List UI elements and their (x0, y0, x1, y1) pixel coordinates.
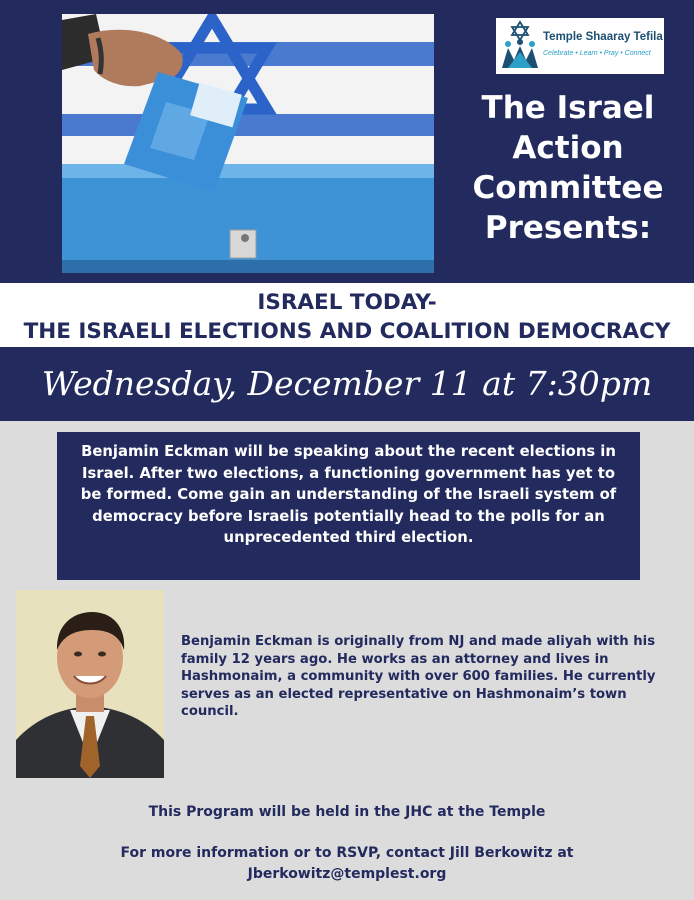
description-box (57, 432, 640, 580)
temple-name: Temple Shaaray Tefila (543, 31, 663, 43)
speaker-portrait-illustration (16, 590, 164, 778)
rsvp-info (0, 843, 694, 885)
title-band (0, 283, 694, 347)
presents-heading (450, 88, 686, 248)
rsvp-email-link[interactable]: Jberkowitz@templest.org (247, 866, 447, 882)
event-title-line-2: THE ISRAELI ELECTIONS AND COALITION DEMOCRACY (23, 319, 671, 344)
event-datetime: Wednesday, December 11 at 7:30pm (41, 364, 653, 403)
presents-line: Committee (472, 170, 664, 206)
event-title-line-1: ISRAEL TODAY- (257, 290, 437, 315)
header-band (0, 0, 694, 283)
temple-logo-icon (498, 20, 542, 72)
event-description: Benjamin Eckman will be speaking about the recent elections in Israel. After two elections, a functioning government has yet to be formed. Come gain an understanding of the Israeli system of democracy before Israelis potentially head to the polls for an unprecedented third election. (80, 443, 617, 546)
presents-line: Action (512, 130, 624, 166)
speaker-photo (16, 590, 164, 778)
presents-line: Presents: (484, 210, 652, 246)
speaker-bio: Benjamin Eckman is originally from NJ and made aliyah with his family 12 years ago. He works as an attorney and lives in Hashmonaim, a community with over 600 families. He currently serves as an elected representative on Hashmonaim’s town council. (181, 634, 656, 719)
location-note: This Program will be held in the JHC at the Temple (148, 804, 546, 820)
temple-tagline: Celebrate • Learn • Pray • Connect (543, 50, 651, 57)
temple-logo[interactable] (496, 18, 664, 74)
rsvp-text: For more information or to RSVP, contact Jill Berkowitz at (120, 845, 574, 861)
presents-line: The Israel (481, 90, 655, 126)
ballot-box-illustration (62, 14, 434, 273)
ballot-photo (62, 14, 434, 273)
date-band (0, 347, 694, 421)
